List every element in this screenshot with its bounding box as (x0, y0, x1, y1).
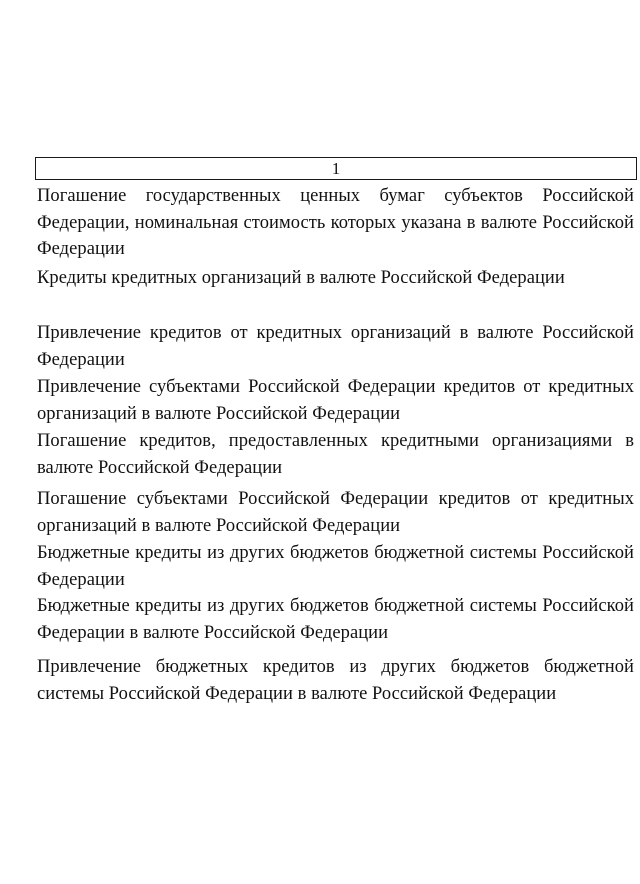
row-budget-credits-rub: Бюджетные кредиты из других бюджетов бюджетной системы Российской Федерации в валюте Российской Федерации (37, 596, 634, 643)
row-credit-attraction: Привлечение кредитов от кредитных организаций в валюте Российской Федерации (37, 323, 634, 370)
row-subjects-credit-attraction: Привлечение субъектами Российской Федерации кредитов от кредитных организаций в валюте Российской Федерации (37, 377, 634, 424)
row-budget-credits-attraction: Привлечение бюджетных кредитов из других бюджетов бюджетной системы Российской Федерации в валюте Российской Федерации (37, 657, 634, 704)
row-credit-repayment: Погашение кредитов, предоставленных кредитными организациями в валюте Российской Федерации (37, 431, 634, 478)
row-budget-credits: Бюджетные кредиты из других бюджетов бюджетной системы Российской Федерации (37, 543, 634, 590)
row-subjects-credit-repayment: Погашение субъектами Российской Федерации кредитов от кредитных организаций в валюте Российской Федерации (37, 489, 634, 536)
column-number-header: 1 (35, 157, 637, 180)
row-credit-org-loans: Кредиты кредитных организаций в валюте Российской Федерации (37, 268, 565, 288)
row-securities-repayment: Погашение государственных ценных бумаг субъектов Российской Федерации, номинальная стоимость которых указана в валюте Российской Федерации (37, 186, 634, 259)
